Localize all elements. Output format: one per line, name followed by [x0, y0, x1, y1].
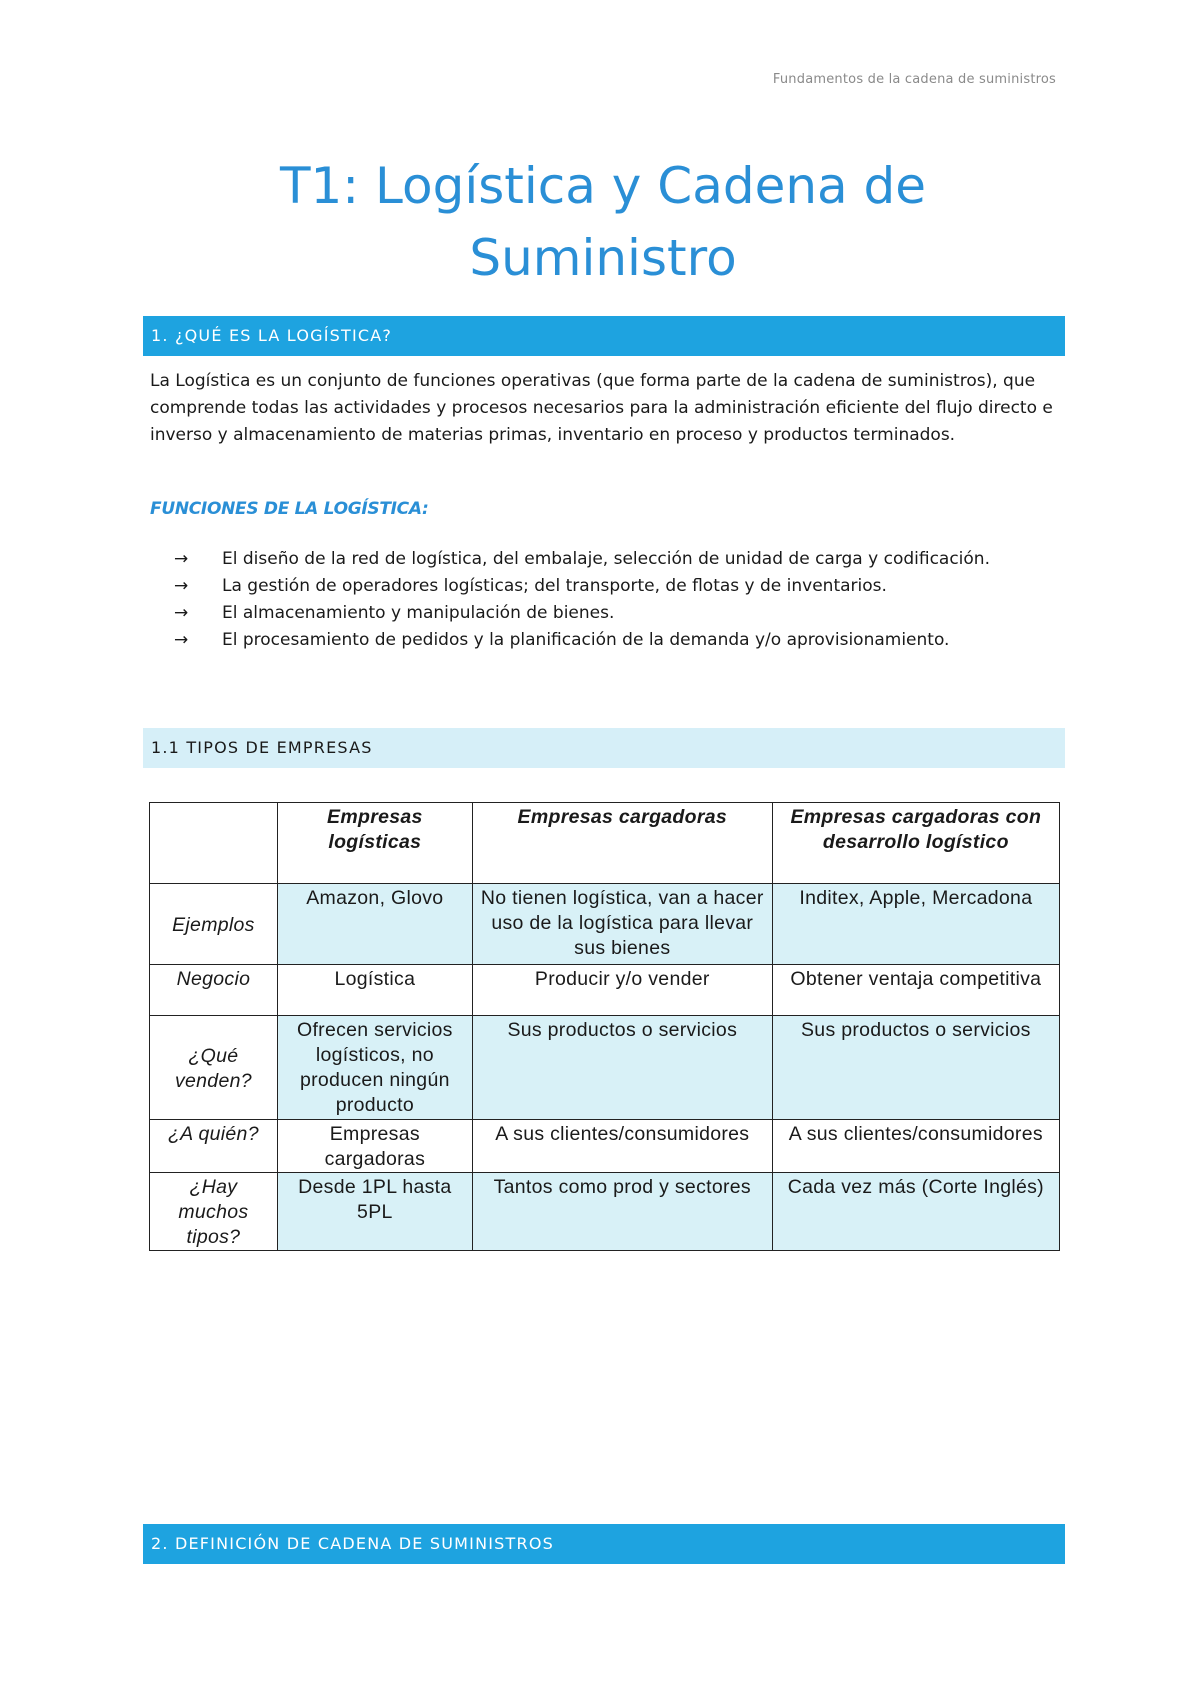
table-header-shippers: Empresas cargadoras — [472, 803, 772, 884]
table-row — [150, 1173, 1060, 1251]
table-header-logistics: Empresas logísticas — [277, 803, 472, 884]
section-1-heading: 1. ¿QUÉ ES LA LOGÍSTICA? — [143, 316, 1065, 356]
table-cell: Ofrecen servicios logísticos, no producen ningún producto — [277, 1016, 472, 1120]
table-cell: A sus clientes/consumidores — [772, 1120, 1059, 1173]
list-item: → El almacenamiento y manipulación de bienes. — [150, 600, 990, 627]
table-cell: Amazon, Glovo — [277, 884, 472, 965]
table-header-shippers-logistics: Empresas cargadoras con desarrollo logístico — [772, 803, 1059, 884]
table-row — [150, 1120, 1060, 1173]
arrow-icon: → — [174, 630, 189, 650]
table-cell: Tantos como prod y sectores — [472, 1173, 772, 1251]
row-label: ¿Qué venden? — [150, 1016, 278, 1120]
list-item: → El diseño de la red de logística, del embalaje, selección de unidad de carga y codificación. — [150, 546, 990, 573]
document-title — [143, 150, 1063, 294]
table-cell: No tienen logística, van a hacer uso de la logística para llevar sus bienes — [472, 884, 772, 965]
arrow-icon: → — [174, 603, 189, 623]
company-types-table — [149, 802, 1060, 1251]
table-cell: Cada vez más (Corte Inglés) — [772, 1173, 1059, 1251]
table-cell: Obtener ventaja competitiva — [772, 965, 1059, 1016]
list-item: → El procesamiento de pedidos y la planificación de la demanda y/o aprovisionamiento. — [150, 627, 990, 654]
row-label: ¿Hay muchos tipos? — [150, 1173, 278, 1251]
table-cell: Empresas cargadoras — [277, 1120, 472, 1173]
section-2-heading: 2. DEFINICIÓN DE CADENA DE SUMINISTROS — [143, 1524, 1065, 1564]
table-cell: A sus clientes/consumidores — [472, 1120, 772, 1173]
table-cell: Inditex, Apple, Mercadona — [772, 884, 1059, 965]
table-cell: Sus productos o servicios — [772, 1016, 1059, 1120]
row-label: Ejemplos — [150, 884, 278, 965]
table-row — [150, 965, 1060, 1016]
title-line-1: T1: Logística y Cadena de — [279, 157, 927, 215]
functions-heading: FUNCIONES DE LA LOGÍSTICA: — [150, 499, 429, 519]
table-cell: Sus productos o servicios — [472, 1016, 772, 1120]
logistics-definition-paragraph: La Logística es un conjunto de funciones operativas (que forma parte de la cadena de suministros), que comprende todas las actividades y procesos necesarios para la administración eficiente del flujo directo e inverso y almacenamiento de materias primas, inventario en proceso y productos terminados. — [150, 371, 1053, 445]
table-header-empty — [150, 803, 278, 884]
row-label: Negocio — [150, 965, 278, 1016]
row-label: ¿A quién? — [150, 1120, 278, 1173]
running-header: Fundamentos de la cadena de suministros — [772, 72, 1056, 87]
functions-list — [150, 546, 990, 654]
table-row — [150, 1016, 1060, 1120]
list-item: → La gestión de operadores logísticas; del transporte, de flotas y de inventarios. — [150, 573, 990, 600]
table-row — [150, 884, 1060, 965]
table-cell: Logística — [277, 965, 472, 1016]
arrow-icon: → — [174, 549, 189, 569]
table-cell: Desde 1PL hasta 5PL — [277, 1173, 472, 1251]
title-line-2: Suministro — [469, 229, 737, 287]
section-1-1-heading: 1.1 TIPOS DE EMPRESAS — [143, 728, 1065, 768]
arrow-icon: → — [174, 576, 189, 596]
table-cell: Producir y/o vender — [472, 965, 772, 1016]
